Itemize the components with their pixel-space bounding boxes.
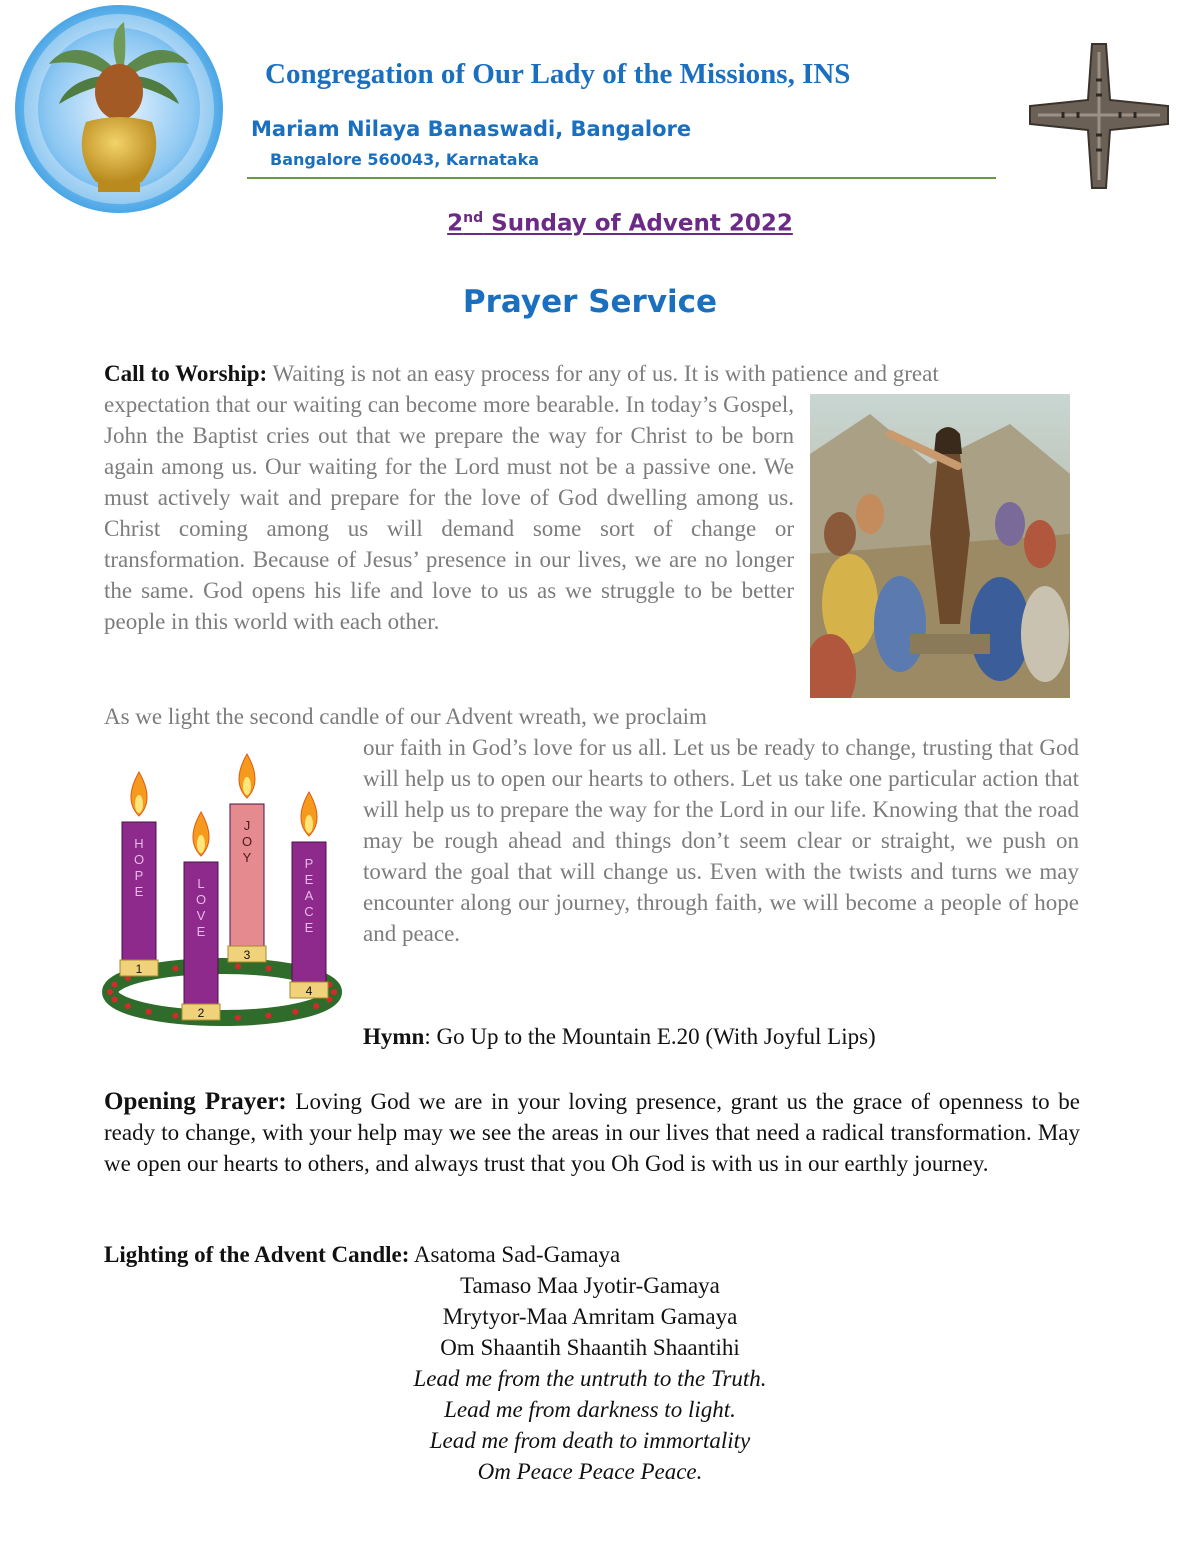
translation-line: Lead me from darkness to light. xyxy=(444,1397,736,1422)
wreath-berry xyxy=(125,1003,131,1009)
wreath-berry xyxy=(235,963,241,969)
candle-letter: O xyxy=(241,834,253,849)
lighting-heading xyxy=(104,1239,620,1270)
opening-prayer xyxy=(104,1086,1080,1179)
flame-core xyxy=(243,777,251,795)
org-name: Congregation of Our Lady of the Missions, INS xyxy=(265,58,851,90)
lighting-label: Lighting of the Advent Candle: xyxy=(104,1242,410,1267)
subtitle-rest: Sunday of Advent 2022 xyxy=(483,210,793,237)
candle-number: 2 xyxy=(197,1006,205,1020)
opening-prayer-text: Loving God we are in your loving presence, grant us the grace of openness to be ready to change, with your help may we see the areas in our lives that need a radical transformation. May we open our hearts to others, and always trust that you Oh God is with us in our earthly journey. xyxy=(104,1089,1080,1176)
mantra-verses xyxy=(0,1270,1180,1487)
wreath-berry xyxy=(313,1003,319,1009)
candle-letter: E xyxy=(304,872,314,887)
candle-number: 3 xyxy=(243,948,251,962)
page-subtitle xyxy=(0,210,1180,237)
candle-letter: V xyxy=(196,908,206,923)
mantra-line: Mrytyor-Maa Amritam Gamaya xyxy=(442,1304,738,1329)
wreath-berry xyxy=(146,1009,152,1015)
candle-letter: E xyxy=(134,884,144,899)
lighting-first-verse: Asatoma Sad-Gamaya xyxy=(409,1242,621,1267)
translation-line: Om Peace Peace Peace. xyxy=(477,1459,703,1484)
wreath-berry xyxy=(266,1013,272,1019)
candle-letter: P xyxy=(134,868,144,883)
candle-number: 1 xyxy=(135,962,143,976)
hymn-text: : Go Up to the Mountain E.20 (With Joyful Lips) xyxy=(424,1024,876,1049)
hymn-label: Hymn xyxy=(363,1024,425,1049)
wreath-berry xyxy=(172,1013,178,1019)
mantra-line: Tamaso Maa Jyotir-Gamaya xyxy=(460,1273,720,1298)
candle-letter: J xyxy=(243,818,251,833)
hymn-line xyxy=(363,1021,876,1052)
candle-letter: O xyxy=(133,852,145,867)
flame-core xyxy=(197,835,205,853)
candle-letter: Y xyxy=(242,850,252,865)
subtitle-suffix: nd xyxy=(463,210,484,226)
flame-core xyxy=(135,795,143,813)
candle-letter: C xyxy=(304,904,314,919)
wreath-berry xyxy=(235,1015,241,1021)
wreath-berry xyxy=(112,982,118,988)
advent-first-line: As we light the second candle of our Advent wreath, we proclaim xyxy=(104,704,707,729)
wreath-berry xyxy=(172,965,178,971)
candle-letter: H xyxy=(134,836,144,851)
address-line-2: Bangalore 560043, Karnataka xyxy=(270,150,540,169)
translation-line: Lead me from death to immortality xyxy=(429,1428,751,1453)
call-to-worship-text: expectation that our waiting can become more bearable. In today’s Gospel, John the Baptist cries out that we prepare the way for Christ to be born again among us. Our waiting for the Lord must not be a passive one. We must actively wait and prepare for the love of God dwelling among us. Christ coming among us will demand some sort of change or transformation. Because of Jesus’ presence in our lives, we are no longer the same. God opens his life and love to us as we struggle to be better people in this world with each other. xyxy=(104,392,794,634)
candle-letter: P xyxy=(304,856,314,871)
candle-number: 4 xyxy=(305,984,313,998)
candle-letter: E xyxy=(196,924,206,939)
congregation-logo xyxy=(14,4,224,214)
page-title: Prayer Service xyxy=(462,284,718,320)
candle-letter: E xyxy=(304,920,314,935)
wreath-berry xyxy=(107,989,113,995)
wreath-berry xyxy=(112,996,118,1002)
advent-text: our faith in God’s love for us all. Let us be ready to change, trusting that God will help us to open our hearts to others. Let us take one particular action that will help us to prepare the way for the Lord in our life. Knowing that the road may be rough ahead and things don’t seem clear or straight, we push on toward the goal that will change us. Even with the twists and turns we may encounter along our journey, through faith, we will become a people of hope and peace. xyxy=(363,735,1079,946)
candle-letter: L xyxy=(197,876,205,891)
mantra-line: Om Shaantih Shaantih Shaantihi xyxy=(440,1335,740,1360)
call-to-worship-first-text: Waiting is not an easy process for any of us. It is with patience and great xyxy=(267,361,939,386)
subtitle-number: 2 xyxy=(447,210,464,237)
call-to-worship-label: Call to Worship: xyxy=(104,361,268,386)
john-the-baptist-illustration xyxy=(810,394,1070,698)
candle-letter: A xyxy=(304,888,314,903)
header-divider xyxy=(247,177,996,179)
wreath-berry xyxy=(331,989,337,995)
call-to-worship-first-line xyxy=(104,358,1080,389)
advent-wreath-illustration xyxy=(100,730,345,1030)
cross-emblem xyxy=(1028,40,1170,190)
candle-letter: O xyxy=(195,892,207,907)
wreath-berry xyxy=(266,965,272,971)
opening-prayer-label: Opening Prayer: xyxy=(104,1088,287,1115)
flame-core xyxy=(305,815,313,833)
address-line-1: Mariam Nilaya Banaswadi, Bangalore xyxy=(251,117,692,141)
translation-line: Lead me from the untruth to the Truth. xyxy=(413,1366,767,1391)
wreath-berry xyxy=(292,1009,298,1015)
